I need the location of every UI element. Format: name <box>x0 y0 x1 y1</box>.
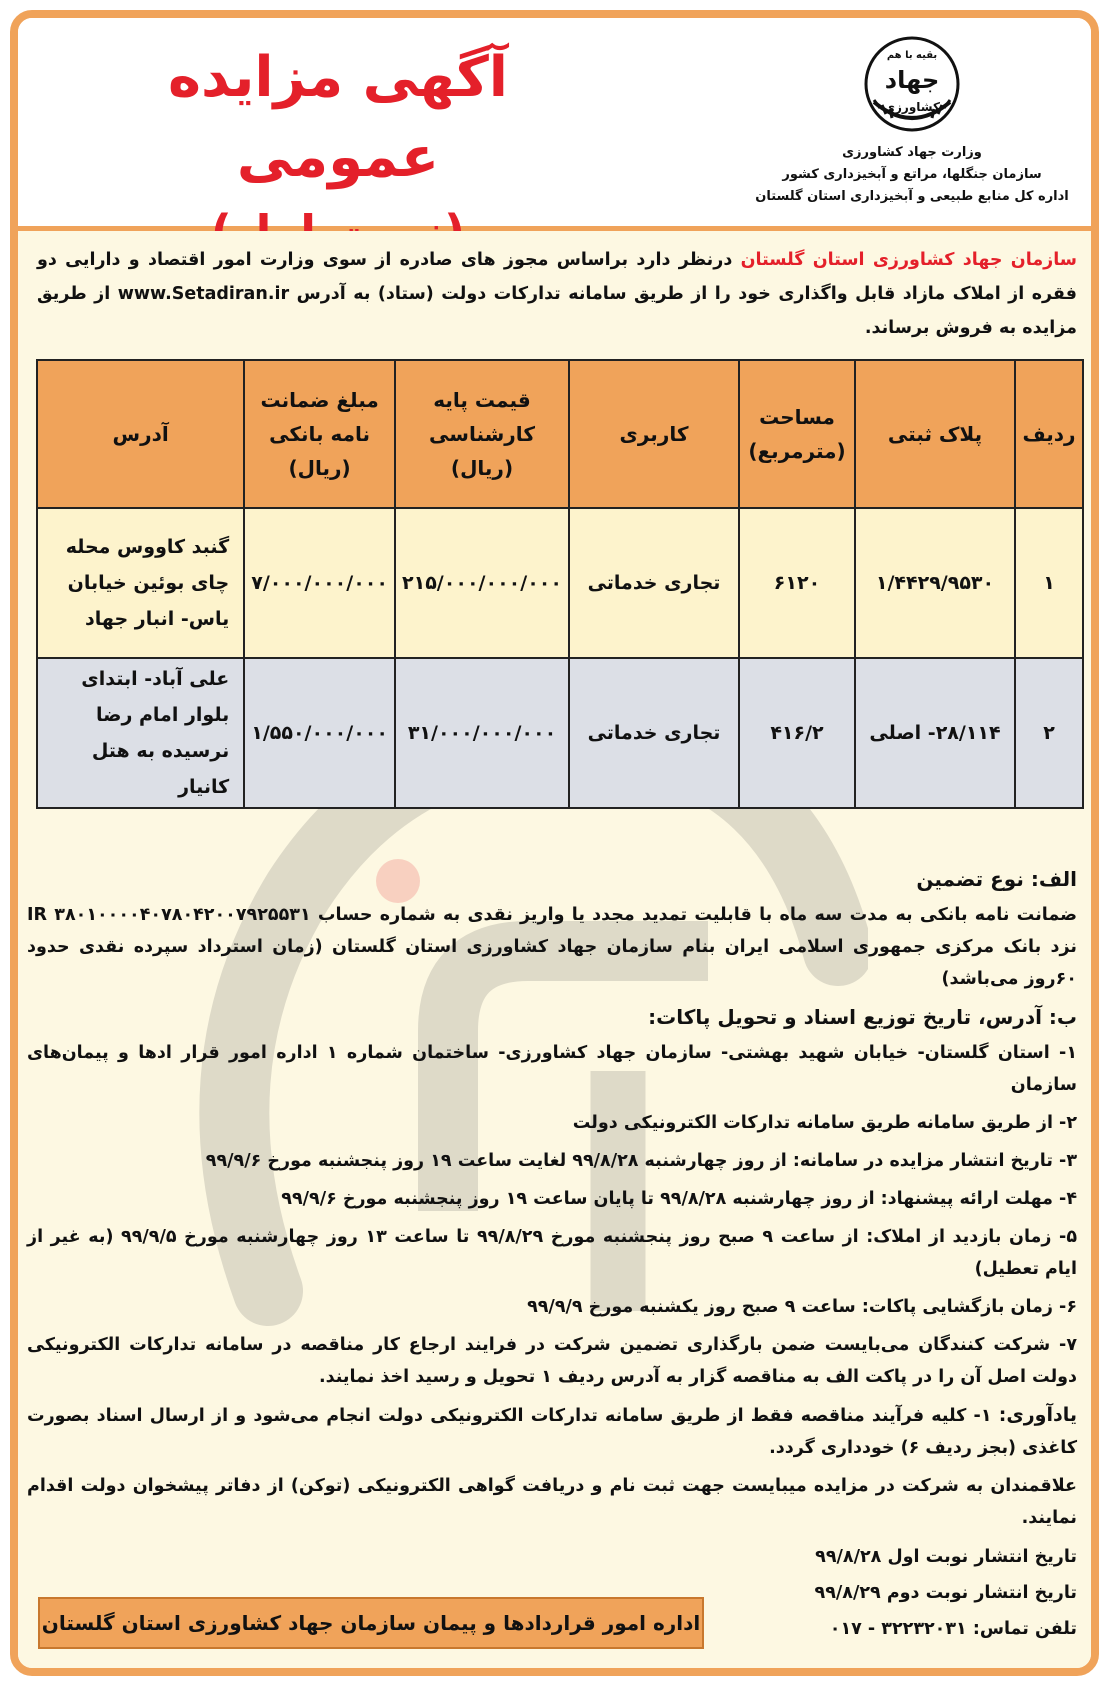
header-address: آدرس <box>37 360 244 508</box>
header-base-price: قیمت پایه کارشناسی (ریال) <box>395 360 569 508</box>
ad-header <box>18 18 1091 231</box>
cell-base-price: ۳۱/۰۰۰/۰۰۰/۰۰۰ <box>395 658 569 808</box>
cell-address: گنبد کاووس محله چای بوئین خیابان یاس- انبار جهاد <box>37 508 244 658</box>
intro-paragraph <box>37 243 1077 345</box>
cell-area: ۶۱۲۰ <box>739 508 855 658</box>
section-b-title: ب: آدرس، تاریخ توزیع اسناد و تحویل پاکات: <box>648 1005 1077 1029</box>
ad-title: آگهی مزایده عمومی <box>167 45 509 190</box>
jahad-logo <box>860 32 964 136</box>
footer-banner: اداره امور قراردادها و پیمان سازمان جهاد کشاورزی استان گلستان <box>38 1597 704 1649</box>
department-name: اداره کل منابع طبیعی و آبخیزداری استان گلستان <box>755 189 1069 204</box>
detail-item: ۷- شرکت کنندگان می‌بایست ضمن بارگذاری تضمین شرکت در فرایند ارجاع کار مناقصه در سامانه تدارکات الکترونیکی دولت اصل آن را در پاکت الف به مناقصه گزار به آدرس ردیف ۱ تحویل و رسید اخذ نمایند. <box>27 1335 1077 1387</box>
header-usage: کاربری <box>569 360 739 508</box>
detail-item: ۱- استان گلستان- خیابان شهید بهشتی- سازمان جهاد کشاورزی- ساختمان شماره ۱ اداره امور قرار ادها و پیمان‌های سازمان <box>27 1043 1077 1095</box>
reminder <box>27 1399 1077 1464</box>
detail-item: ۵- زمان بازدید از املاک: از ساعت ۹ صبح روز پنجشنبه مورخ ۹۹/۸/۲۹ تا ساعت ۱۳ روز چهارشنبه مورخ ۹۹/۹/۵ (به غیر از ایام تعطیل) <box>27 1227 1077 1279</box>
table-row <box>37 508 1083 658</box>
ministry-name: وزارت جهاد کشاورزی <box>842 145 982 160</box>
cell-guarantee: ۷/۰۰۰/۰۰۰/۰۰۰ <box>244 508 395 658</box>
reminder-text: ۱- کلیه فرآیند مناقصه فقط از طریق سامانه تدارکات الکترونیکی دولت انجام می‌شود و از ارسال اسناد بصورت کاغذی (بجز ردیف ۶) خودداری گردد. <box>27 1406 1077 1458</box>
auction-table <box>36 359 1084 809</box>
publish-info <box>717 1539 1077 1647</box>
ad-frame <box>10 10 1099 1676</box>
header-plaque: پلاک ثبتی <box>855 360 1015 508</box>
header-guarantee: مبلغ ضمانت نامه بانکی (ریال) <box>244 360 395 508</box>
logo-line3: کشاورزی <box>884 100 940 114</box>
contact-phone: تلفن تماس: ۳۲۲۳۲۰۳۱ - ۰۱۷ <box>829 1619 1077 1639</box>
cell-plaque: ۲۸/۱۱۴- اصلی <box>855 658 1015 808</box>
logo-line1: بقیه با هم <box>886 50 938 61</box>
intro-org-name: سازمان جهاد کشاورزی استان گلستان <box>740 250 1078 270</box>
cell-guarantee: ۱/۵۵۰/۰۰۰/۰۰۰ <box>244 658 395 808</box>
section-a-title: الف: نوع تضمین <box>916 867 1077 891</box>
table-row <box>37 658 1083 808</box>
detail-item: ۲- از طریق سامانه طریق سامانه تدارکات الکترونیکی دولت <box>572 1113 1077 1133</box>
cell-usage: تجاری خدماتی <box>569 658 739 808</box>
ad-body <box>18 231 1091 1671</box>
cell-area: ۴۱۶/۲ <box>739 658 855 808</box>
cell-row-number: ۱ <box>1015 508 1083 658</box>
section-a-text: ضمانت نامه بانکی به مدت سه ماه با قابلیت تمدید مجدد یا واریز نقدی به شماره حساب IR ۳۸۰۱۰۰۰۰۴۰۷۸۰۴۲۰۰۷۹۲۵۵۳۱ نزد بانک مرکزی جمهوری اسلامی ایران بنام سازمان جهاد کشاورزی استان گلستان (زمان استرداد سپرده نقدی حدود ۶۰روز می‌باشد) <box>27 905 1077 989</box>
detail-item: ۴- مهلت ارائه پیشنهاد: از روز چهارشنبه ۹۹/۸/۲۸ تا پایان ساعت ۱۹ روز پنجشنبه مورخ ۹۹/۹/۶ <box>281 1189 1077 1209</box>
cell-row-number: ۲ <box>1015 658 1083 808</box>
interested-text: علاقمندان به شرکت در مزایده میبایست جهت ثبت نام و دریافت گواهی الکترونیکی (توکن) از دفاتر پیشخوان دولت اقدام نمایند. <box>27 1476 1077 1528</box>
details-section <box>27 863 1077 1540</box>
reminder-label: یادآوری: <box>998 1404 1078 1426</box>
intro-text: درنظر دارد براساس مجوز های صادره از سوی وزارت امور اقتصاد و دارایی دو فقره از املاک مازاد قابل واگذاری خود را از طریق سامانه تدارکات دولت (ستاد) به آدرس www.Setadiran.ir از طریق مزایده به فروش برساند. <box>37 250 1077 338</box>
detail-item: ۶- زمان بازگشایی پاکات: ساعت ۹ صبح روز یکشنبه مورخ ۹۹/۹/۹ <box>527 1297 1077 1317</box>
logo-line2: جهاد <box>884 66 940 94</box>
detail-item: ۳- تاریخ انتشار مزایده در سامانه: از روز چهارشنبه ۹۹/۸/۲۸ لغایت ساعت ۱۹ روز پنجشنبه مورخ ۹۹/۹/۶ <box>205 1151 1077 1171</box>
organization-name: سازمان جنگلها، مراتع و آبخیزداری کشور <box>782 167 1042 182</box>
publish-second-date: تاریخ انتشار نوبت دوم ۹۹/۸/۲۹ <box>814 1583 1077 1603</box>
header-row-number: ردیف <box>1015 360 1083 508</box>
table-header-row <box>37 360 1083 508</box>
cell-plaque: ۱/۴۴۲۹/۹۵۳۰ <box>855 508 1015 658</box>
cell-address: علی آباد- ابتدای بلوار امام رضا نرسیده به هتل کانیار <box>37 658 244 808</box>
cell-base-price: ۲۱۵/۰۰۰/۰۰۰/۰۰۰ <box>395 508 569 658</box>
header-area: مساحت (مترمربع) <box>739 360 855 508</box>
org-block <box>747 32 1077 208</box>
cell-usage: تجاری خدماتی <box>569 508 739 658</box>
publish-first-date: تاریخ انتشار نوبت اول ۹۹/۸/۲۸ <box>815 1547 1077 1567</box>
